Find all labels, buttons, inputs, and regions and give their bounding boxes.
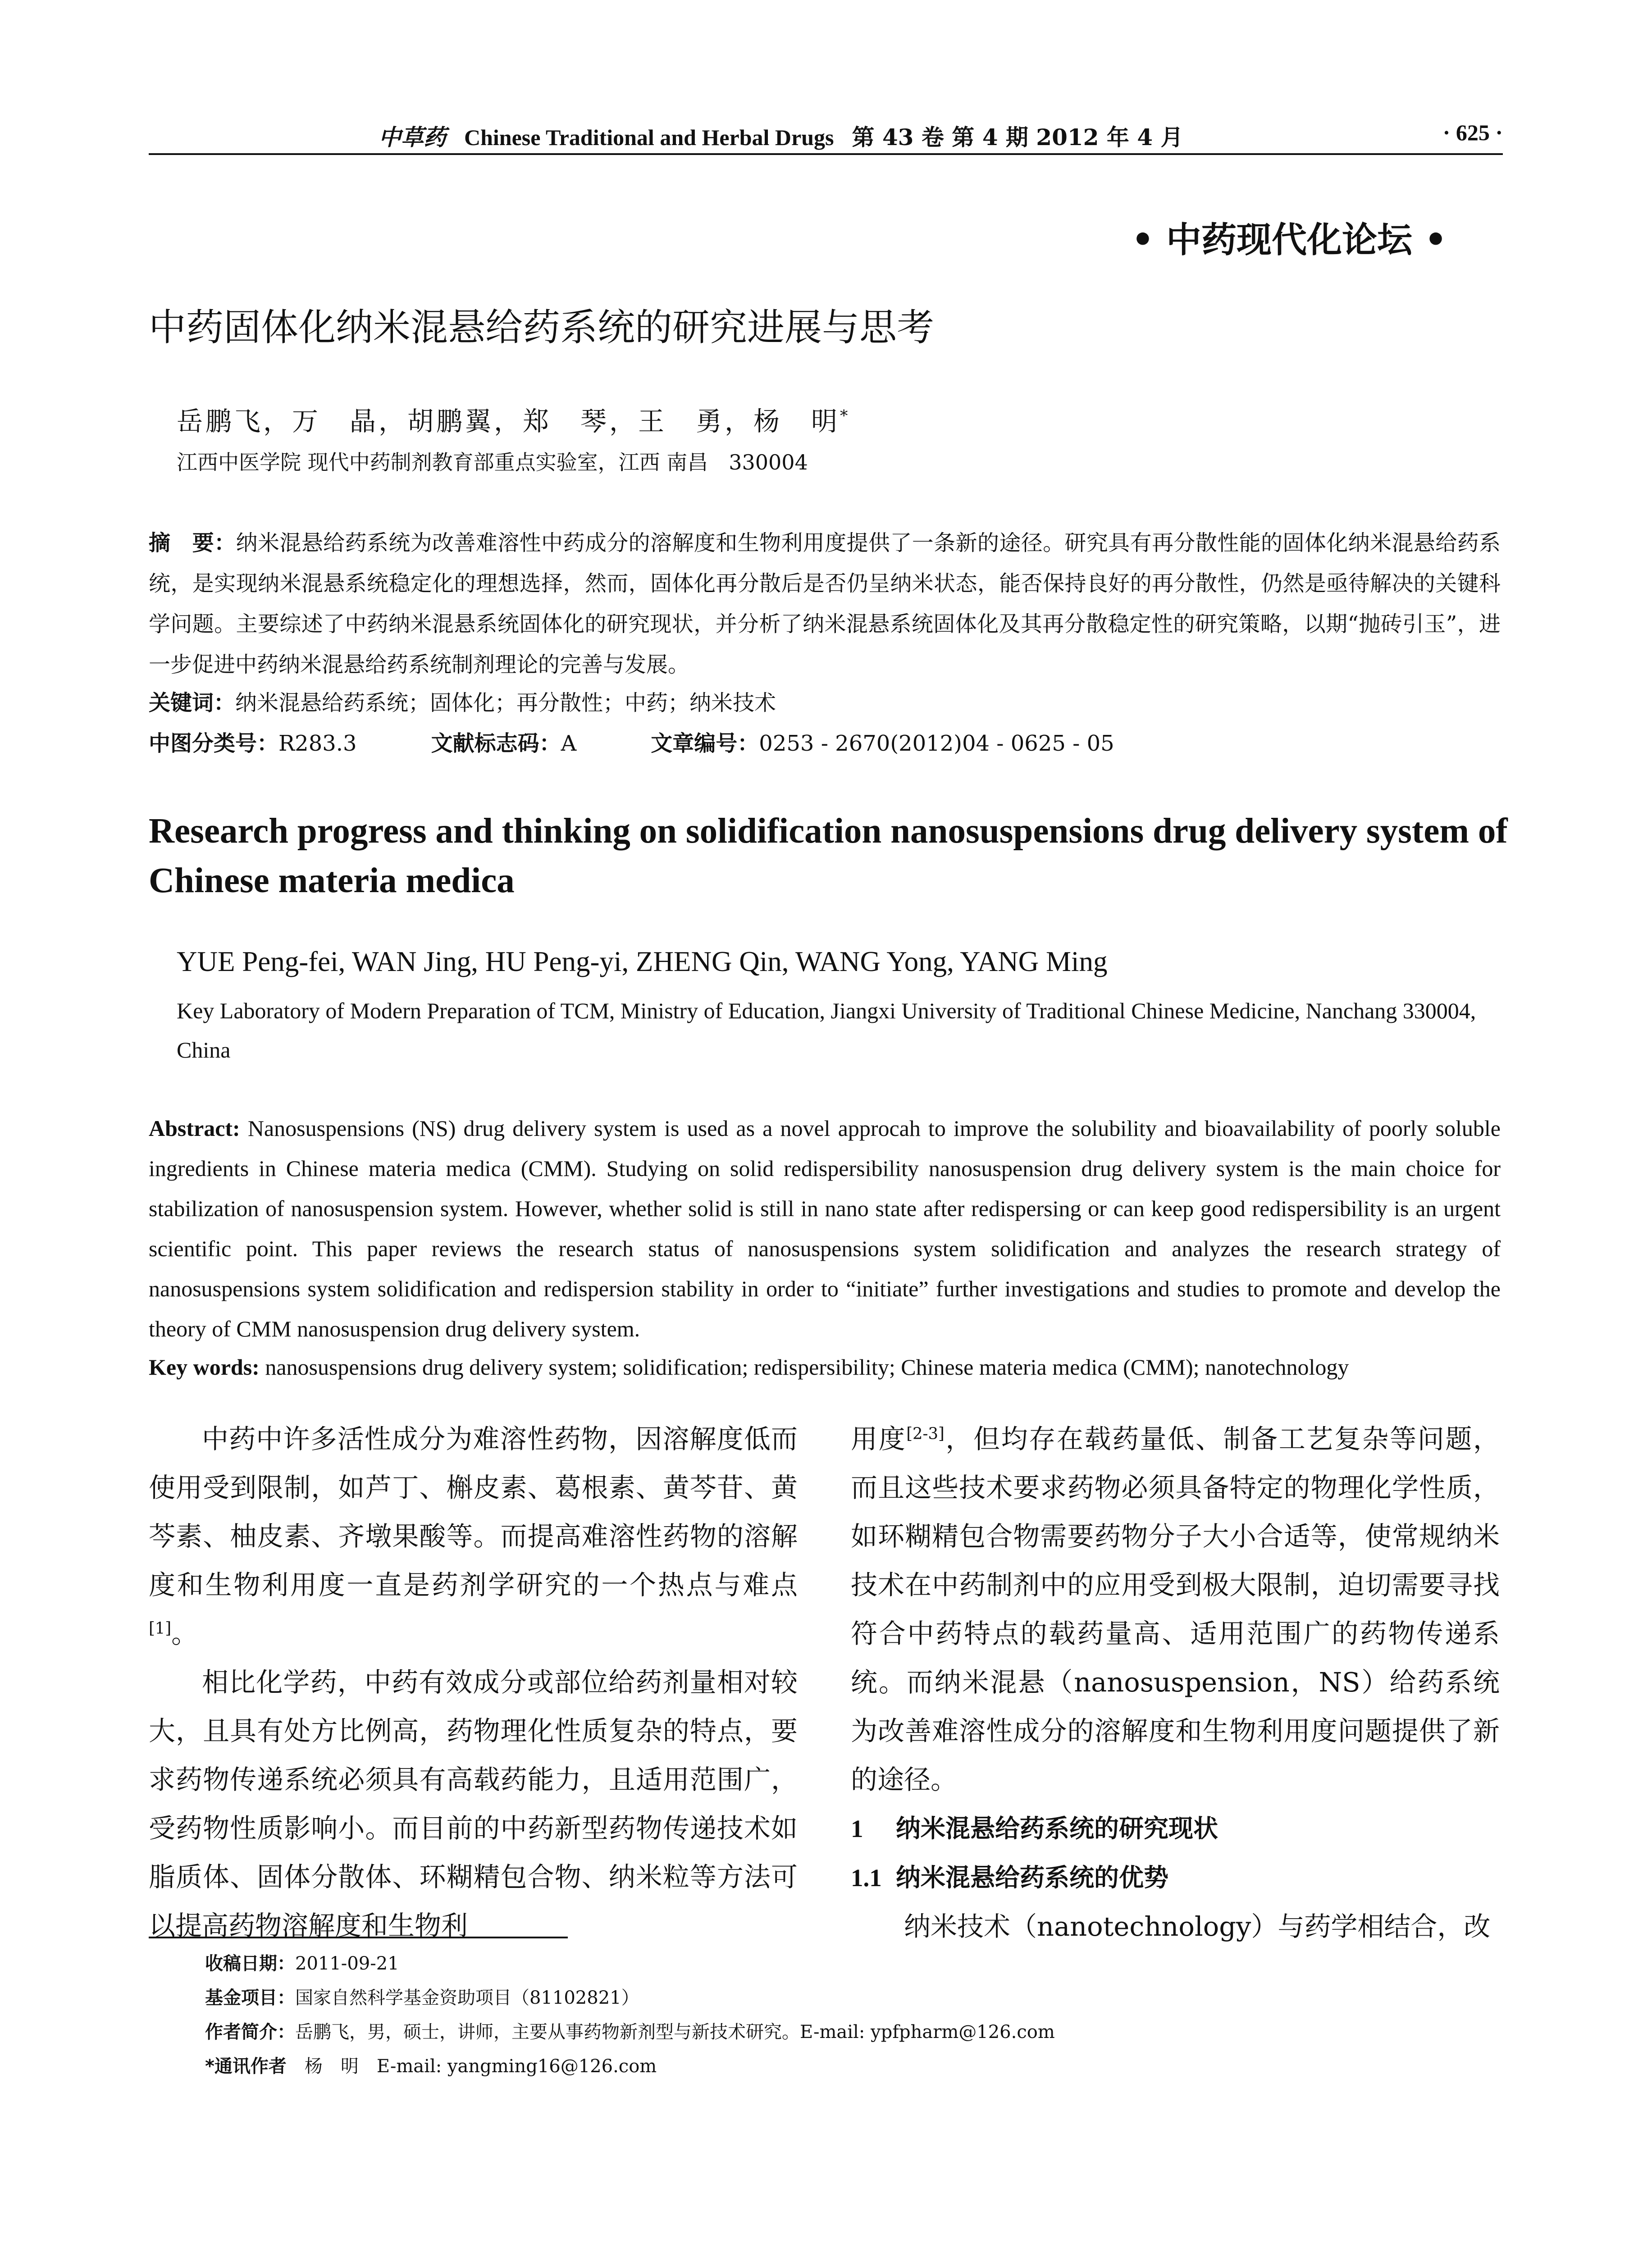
authors-cn-text: 岳鹏飞，万 晶，胡鹏翼，郑 琴，王 勇，杨 明 <box>177 406 840 437</box>
body-paragraph: 相比化学药，中药有效成分或部位给药剂量相对较大，且具有处方比例高，药物理化性质复杂的特点，要求药物传递系统必须具有高载药能力，且适用范围广，受药物性质影响小。而目前的中药新型药物传递技术如脂质体、固体分散体、环糊精包合物、纳米粒等方法可以提高药物溶解度和生物利 <box>149 1667 798 1941</box>
keywords-en-text: nanosuspensions drug delivery system; solidification; redispersibility; Chinese materia medica (CMM); nanotechnology <box>265 1354 1349 1380</box>
affiliation-cn: 江西中医学院 现代中药制剂教育部重点实验室，江西 南昌 330004 <box>177 450 808 474</box>
citation: [1] <box>149 1619 172 1638</box>
keywords-en <box>149 1347 1528 1387</box>
footnotes <box>205 1947 1512 2083</box>
footnote-funding <box>205 1981 1512 2015</box>
paragraph-text: 中药中许多活性成分为难溶性药物，因溶解度低而使用受到限制，如芦丁、槲皮素、葛根素、黄芩苷、黄芩素、柚皮素、齐墩果酸等。而提高难溶性药物的溶解度和生物利用度一直是药剂学研究的一个热点与难点 <box>149 1423 798 1600</box>
footnote-text: 岳鹏飞，男，硕士，讲师，主要从事药物新剂型与新技术研究。E-mail: ypfpharm@126.com <box>295 2022 1055 2042</box>
page-number: · 625 · <box>1442 120 1503 145</box>
section-number: 1 <box>851 1815 863 1842</box>
footnote-label: 基金项目： <box>205 1988 295 2008</box>
abstract-cn-text: 纳米混悬给药系统为改善难溶性中药成分的溶解度和生物利用度提供了一条新的途径。研究具有再分散性能的固体化纳米混悬给药系统，是实现纳米混悬系统稳定化的理想选择，然而，固体化再分散后是否仍呈纳米状态，能否保持良好的再分散性，仍然是亟待解决的关键科学问题。主要综述了中药纳米混悬系统固体化的研究现状，并分析了纳米混悬系统固体化及其再分散稳定性的研究策略，以期“抛砖引玉”，进一步促进中药纳米混悬给药系统制剂理论的完善与发展。 <box>149 530 1501 677</box>
paragraph-start: 用度 <box>851 1423 907 1454</box>
clc-number <box>149 723 357 764</box>
journal-name-cn: 中草药 <box>379 124 446 150</box>
footnote-text: 杨 明 E-mail: yangming16@126.com <box>286 2056 657 2077</box>
title-en: Research progress and thinking on solidification nanosuspensions drug delivery system of Chinese materia medica <box>149 811 1508 900</box>
issue-info: 第 43 卷 第 4 期 2012 年 4 月 <box>852 124 1183 150</box>
abstract-cn-label: 摘 要： <box>149 530 236 556</box>
footnote-text: 2011-09-21 <box>295 1953 399 1974</box>
keywords-cn-label: 关键词： <box>149 690 236 716</box>
subsection-number: 1.1 <box>851 1864 882 1892</box>
article-value: 0253 - 2670(2012)04 - 0625 - 05 <box>759 731 1114 756</box>
footnote-received <box>205 1947 1512 1981</box>
footnote-label: 作者简介： <box>205 2022 295 2042</box>
authors-en: YUE Peng-fei, WAN Jing, HU Peng-yi, ZHENG Qin, WANG Yong, YANG Ming <box>177 946 1108 977</box>
footnote-label: 收稿日期： <box>205 1953 295 1974</box>
classification-line <box>149 723 1189 764</box>
doc-value: A <box>561 731 577 756</box>
footnote-corresponding <box>205 2049 1512 2083</box>
abstract-en <box>149 1108 1501 1349</box>
clc-label: 中图分类号： <box>149 731 279 756</box>
body-paragraph <box>149 1415 798 1658</box>
citation: [2-3] <box>906 1424 945 1443</box>
column-label: • 中药现代化论坛 • <box>1131 220 1447 260</box>
keywords-cn-text: 纳米混悬给药系统；固体化；再分散性；中药；纳米技术 <box>235 690 776 716</box>
subsection-heading <box>851 1853 1500 1902</box>
body-paragraph: 纳米技术（nanotechnology）与药学相结合，改 <box>904 1911 1491 1942</box>
footnote-author <box>205 2015 1512 2049</box>
document-code <box>431 723 577 764</box>
article-label: 文章编号： <box>651 731 759 756</box>
keywords-en-label: Key words: <box>149 1354 260 1380</box>
footnote-text: 国家自然科学基金资助项目（81102821） <box>295 1988 639 2008</box>
abstract-en-label: Abstract: <box>149 1116 240 1141</box>
paragraph-text: ，但均存在载药量低、制备工艺复杂等问题，而且这些技术要求药物必须具备特定的物理化学性质，如环糊精包合物需要药物分子大小合适等，使常规纳米技术在中药制剂中的应用受到极大限制，迫切需要寻找符合中药特点的载药量高、适用范围广的药物传递系统。而纳米混悬（nanosuspension，NS）给药系统为改善难溶性成分的溶解度和生物利用度问题提供了新的途径。 <box>851 1423 1500 1795</box>
paragraph-end: 。 <box>171 1618 198 1649</box>
doc-label: 文献标志码： <box>431 731 561 756</box>
abstract-cn <box>149 523 1501 685</box>
abstract-en-text: Nanosuspensions (NS) drug delivery system is used as a novel approcah to improve the solubility and bioavailability of poorly soluble ingredients in Chinese materia medica (CMM). Studying on solid redispersibility nanosuspension drug delivery system is the main choice for stabilization of nanosuspension system. However, whether solid is still in nano state after redispersing or can keep good redispersibility is an urgent scientific point. This paper reviews the research status of nanosuspensions system solidification and analyzes the research strategy of nanosuspensions system solidification and redispersion stability in order to “initiate” further investigations and studies to promote and develop the theory of CMM nanosuspension drug delivery system. <box>149 1116 1501 1341</box>
section-heading <box>851 1804 1500 1853</box>
affiliation-en: Key Laboratory of Modern Preparation of TCM, Ministry of Education, Jiangxi University of Traditional Chinese Medicine, Nanchang 330004, China <box>177 998 1476 1062</box>
authors-cn <box>177 400 850 438</box>
corresponding-mark: * <box>840 407 851 425</box>
footnote-label: *通讯作者 <box>205 2056 287 2077</box>
article-number <box>651 723 1114 764</box>
journal-info <box>379 119 1183 152</box>
running-header <box>149 115 1503 155</box>
journal-name-en: Chinese Traditional and Herbal Drugs <box>464 125 834 150</box>
clc-value: R283.3 <box>278 731 357 756</box>
keywords-cn <box>149 683 776 723</box>
body-paragraph <box>851 1415 1500 1804</box>
footnote-rule <box>149 1937 568 1938</box>
body-column-right <box>851 1415 1500 1951</box>
body-column-left <box>149 1415 798 1950</box>
title-cn: 中药固体化纳米混悬给药系统的研究进展与思考 <box>149 305 934 349</box>
section-title: 纳米混悬给药系统的研究现状 <box>896 1814 1218 1843</box>
subsection-title: 纳米混悬给药系统的优势 <box>896 1863 1169 1892</box>
